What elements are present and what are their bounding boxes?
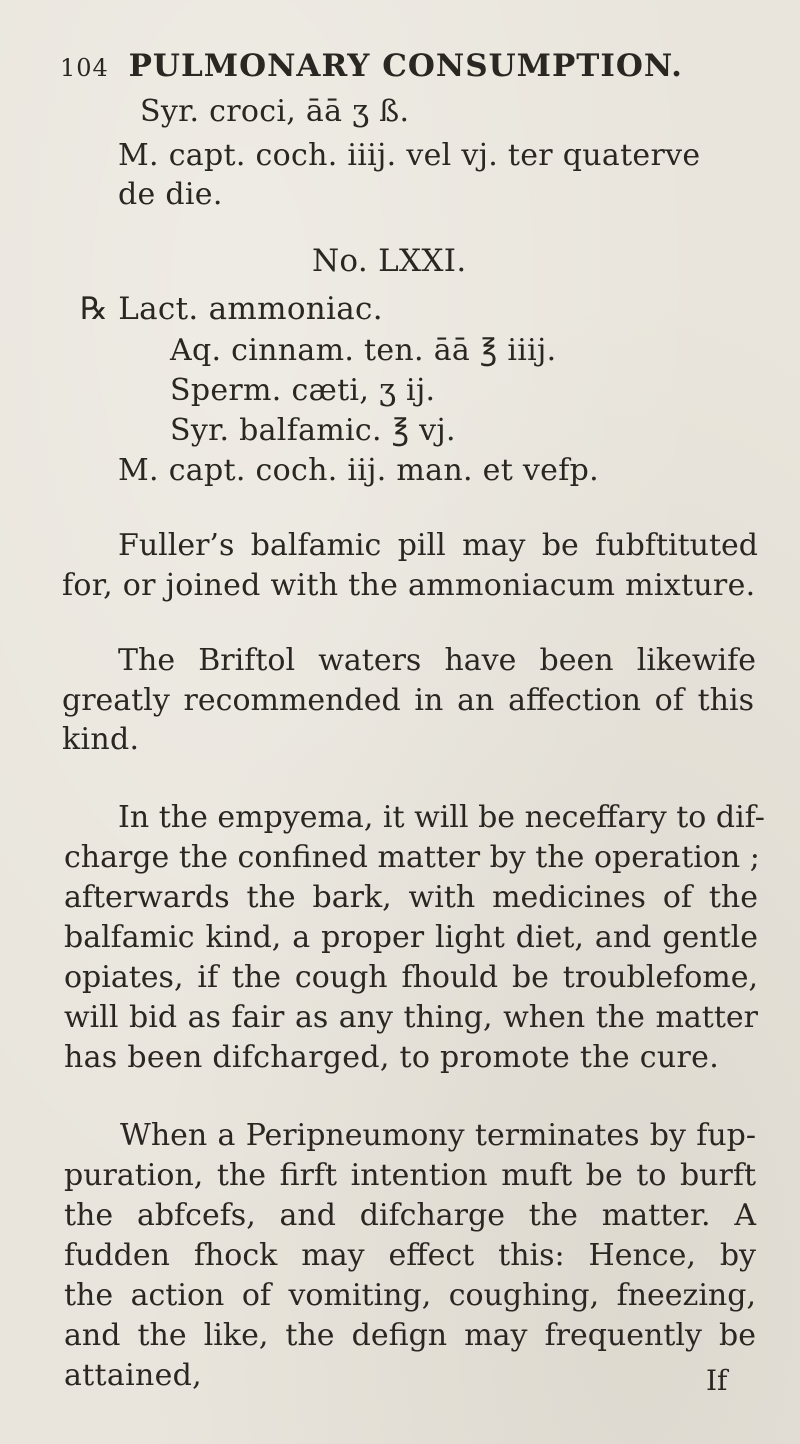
- prescription-number: No. LXXI.: [312, 243, 467, 279]
- prescription-2-line-2: Aq. cinnam. ten. āā ℥ iiij.: [170, 333, 557, 368]
- peripneumony-line-5: the action of vomiting, coughing, fneezing,: [64, 1278, 756, 1313]
- fuller-line-1: Fuller’s balfamic pill may be fubftituted: [118, 528, 758, 563]
- empyema-line-5: opiates, if the cough fhould be troublefome,: [64, 960, 758, 995]
- prescription-1-line-3: de die.: [118, 177, 223, 212]
- peripneumony-line-4: fudden fhock may effect this: Hence, by: [64, 1238, 756, 1273]
- prescription-1-line-1: Syr. croci, āā ʒ ß.: [140, 94, 410, 129]
- peripneumony-line-7: attained,: [64, 1358, 202, 1393]
- bristol-line-2: greatly recommended in an affection of this: [62, 683, 754, 718]
- peripneumony-line-1: When a Peripneumony terminates by fup-: [120, 1118, 756, 1153]
- peripneumony-line-3: the abfcefs, and difcharge the matter. A: [64, 1198, 756, 1233]
- page-number: 104: [60, 54, 109, 82]
- catchword: If: [706, 1364, 728, 1397]
- prescription-1-line-2: M. capt. coch. iiij. vel vj. ter quaterve: [118, 138, 701, 173]
- fuller-line-2: for, or joined with the ammoniacum mixture.: [62, 568, 756, 603]
- page-title: PULMONARY CONSUMPTION.: [128, 48, 683, 84]
- empyema-line-3: afterwards the bark, with medicines of the: [64, 880, 758, 915]
- running-header: [60, 48, 683, 86]
- prescription-2-line-5: M. capt. coch. iij. man. et vefp.: [118, 453, 599, 488]
- empyema-line-1: In the empyema, it will be neceffary to dif-: [118, 800, 765, 835]
- bristol-line-1: The Briftol waters have been likewife: [118, 643, 756, 678]
- empyema-line-6: will bid as fair as any thing, when the matter: [64, 1000, 758, 1035]
- bristol-line-3: kind.: [62, 722, 140, 757]
- prescription-2-line-1: ℞ Lact. ammoniac.: [80, 291, 383, 327]
- empyema-line-2: charge the confined matter by the operation ;: [64, 840, 760, 875]
- prescription-2-line-4: Syr. balfamic. ℥ vj.: [170, 413, 456, 448]
- peripneumony-line-2: puration, the firft intention muft be to burft: [64, 1158, 756, 1193]
- peripneumony-line-6: and the like, the defign may frequently be: [64, 1318, 756, 1353]
- empyema-line-7: has been difcharged, to promote the cure.: [64, 1040, 720, 1075]
- empyema-line-4: balfamic kind, a proper light diet, and gentle: [64, 920, 758, 955]
- prescription-2-line-3: Sperm. cæti, ʒ ij.: [170, 373, 436, 408]
